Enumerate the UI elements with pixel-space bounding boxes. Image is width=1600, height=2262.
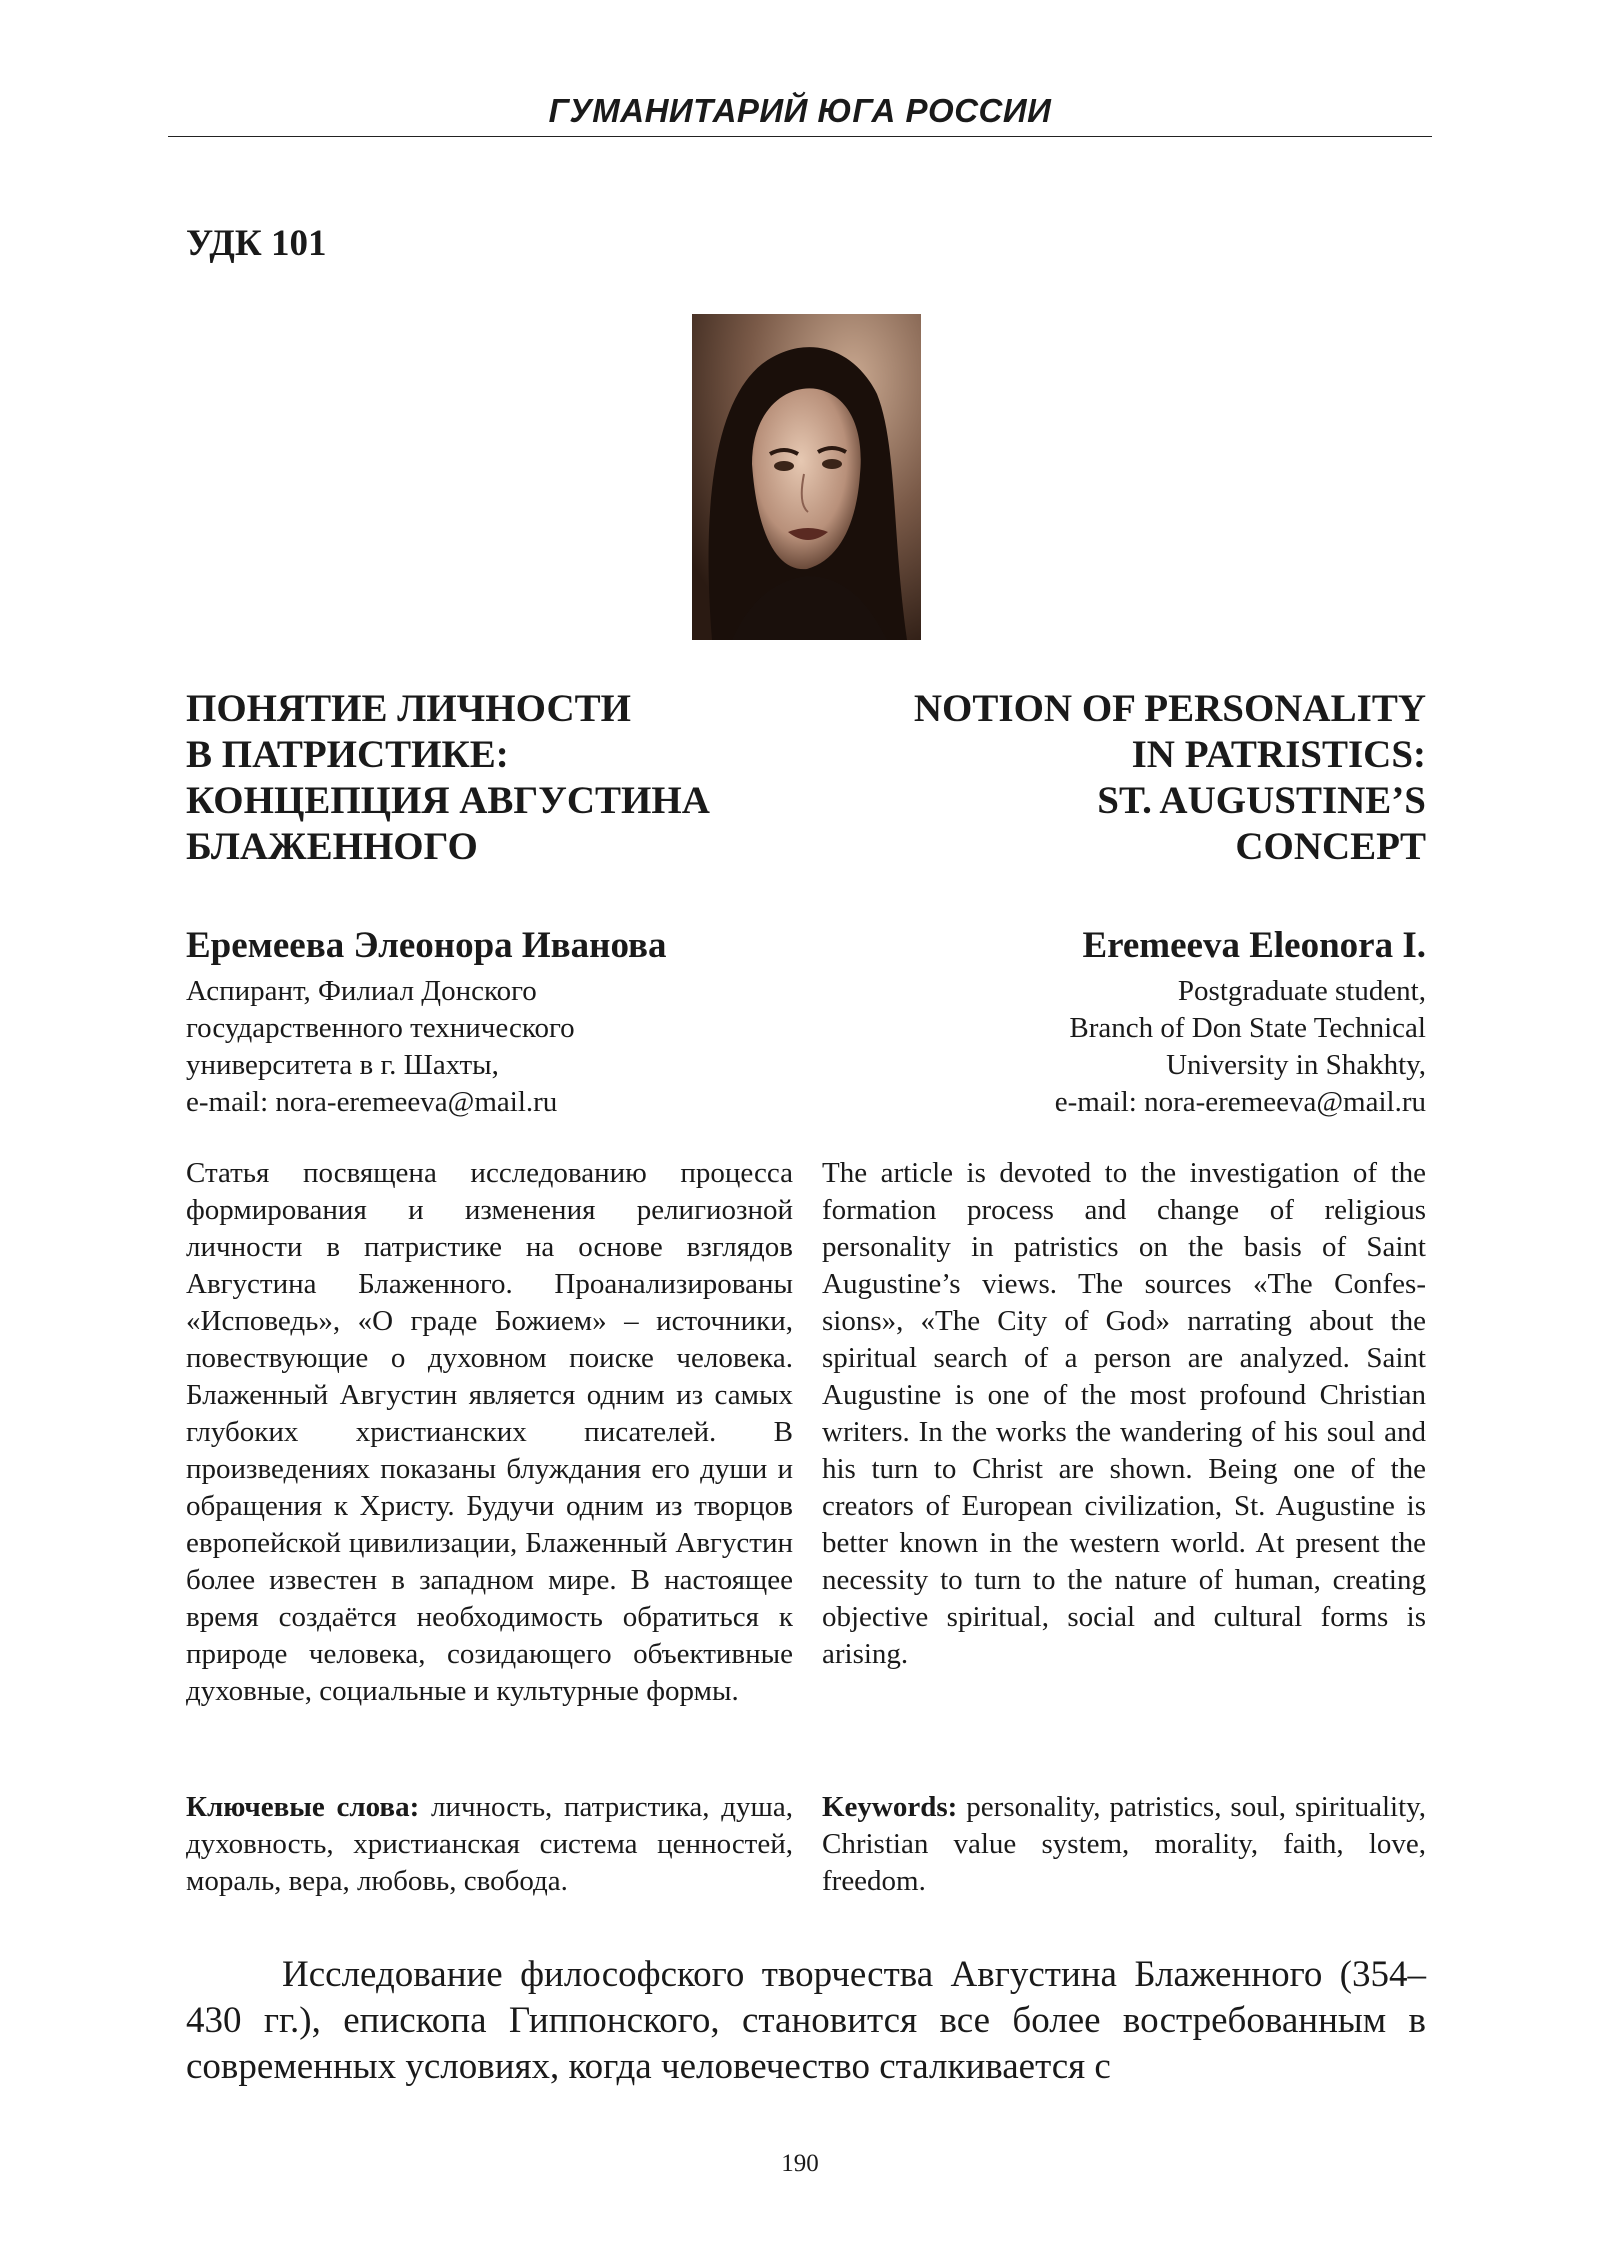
header-rule (168, 136, 1432, 137)
author-info-en (822, 926, 1426, 1121)
title-ru-line: БЛАЖЕННОГО (186, 825, 478, 868)
keywords-label-en: Keywords: (822, 1791, 958, 1823)
author-name-ru: Еремеева Элеонора Иванова (186, 925, 667, 966)
udk-code: УДК 101 (186, 223, 327, 264)
page-number: 190 (781, 2150, 819, 2177)
author-affiliation-line: University in Shakhty, (1166, 1049, 1426, 1081)
title-ru-line: В ПАТРИСТИКЕ: (186, 733, 509, 776)
keywords-en (822, 1789, 1426, 1900)
keywords-ru (186, 1789, 793, 1900)
author-affiliation-line: государственного технического (186, 1012, 575, 1044)
author-affiliation-line: Branch of Don State Technical (1069, 1012, 1426, 1044)
keywords-label-ru: Ключевые слова: (186, 1791, 420, 1823)
title-en-line: ST. AUGUSTINE’S (1097, 779, 1426, 822)
title-en-line: NOTION OF PERSONALITY (913, 687, 1426, 730)
title-ru-line: КОНЦЕПЦИЯ АВГУСТИНА (186, 779, 710, 822)
title-en-line: IN PATRISTICS: (1131, 733, 1426, 776)
keywords-text-en: personality, patristics, soul, spirituality, Christian value system, morality, faith, love, freedom. (822, 1791, 1426, 1897)
author-photo (692, 314, 921, 640)
abstract-en: The article is devoted to the investigation of the formation process and change of religious personality in patristics on the basis of Saint Augustine’s views. The sources «The Confessions», «The City of God» narrating about the spiritual search of a person are analyzed. Saint Augustine is one of the most profound Christian writers. In the works the wandering of his soul and his turn to Christ are shown. Being one of the creators of European civilization, St. Augustine is better known in the western world. At present the necessity to turn to the nature of human, creating objective spiritual, social and cultural forms is arising. (822, 1157, 1426, 1670)
author-email-en: e-mail: nora-eremeeva@mail.ru (1054, 1086, 1426, 1118)
author-info-ru (186, 926, 793, 1121)
author-name-en: Eremeeva Eleonora I. (1082, 925, 1426, 966)
running-head: ГУМАНИТАРИЙ ЮГА РОССИИ (548, 92, 1052, 129)
author-email-ru: e-mail: nora-eremeeva@mail.ru (186, 1086, 558, 1118)
body-paragraph: Исследование философского творчества Августина Блаженного (354–430 гг.), епископа Гиппонского, становится все более востребованным в современных условиях, когда человечество сталкивается с (186, 1954, 1426, 2087)
abstract-ru: Статья посвящена исследованию процесса формирования и изменения религиозной личности в патристике на основе взглядов Августина Блаженного. Проанализированы «Исповедь», «О граде Божием» – источники, повествующие о духовном поиске человека. Блаженный Августин является одним из самых глубоких христианских писателей. В произведениях показаны блуждания его души и обращения к Христу. Будучи одним из творцов европейской цивилизации, Блаженный Августин более известен в западном мире. В настоящее время создаётся необходимость обратиться к природе человека, созидающего объективные духовные, социальные и культурные формы. (186, 1157, 793, 1707)
author-affiliation-line: университета в г. Шахты, (186, 1049, 499, 1081)
title-en (822, 686, 1426, 870)
author-affiliation-line: Postgraduate student, (1177, 975, 1426, 1007)
title-en-line: CONCEPT (1235, 825, 1426, 868)
title-ru (186, 686, 793, 870)
title-ru-line: ПОНЯТИЕ ЛИЧНОСТИ (186, 687, 631, 730)
author-affiliation-line: Аспирант, Филиал Донского (186, 975, 537, 1007)
keywords-text-ru: личность, патристика, душа, духовность, христианская система ценностей, мораль, вера, любовь, свобода. (186, 1791, 793, 1897)
